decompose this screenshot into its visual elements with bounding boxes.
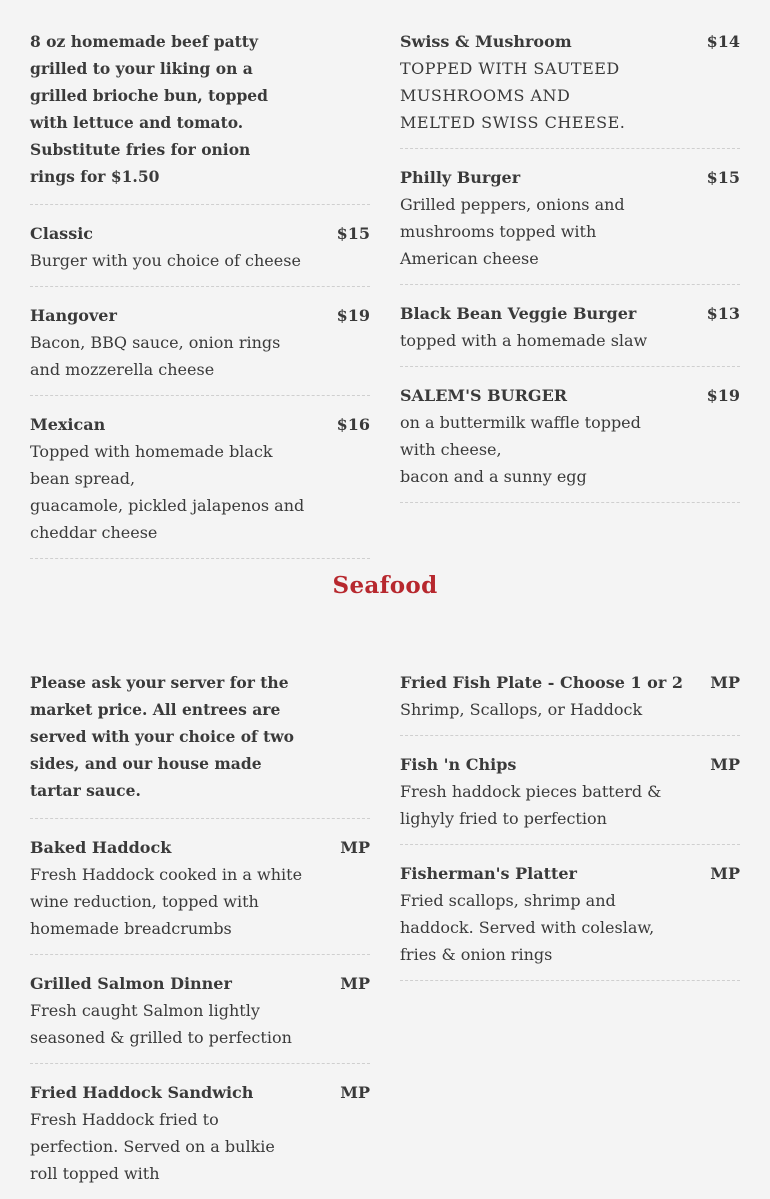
- seafood-left-column: [30, 669, 370, 1199]
- item-price: MP: [710, 673, 740, 692]
- item-price: MP: [710, 864, 740, 883]
- item-price: $15: [706, 168, 740, 187]
- menu-item-fried-haddock-sandwich: [30, 1079, 370, 1199]
- item-description: Fresh caught Salmon lightly seasoned & grilled to perfection: [30, 1001, 292, 1047]
- item-description: Shrimp, Scallops, or Haddock: [400, 700, 643, 719]
- menu-item-philly-burger: [400, 164, 740, 285]
- menu-item-classic: [30, 220, 370, 287]
- menu-item-grilled-salmon-dinner: [30, 970, 370, 1064]
- menu-item-black-bean-veggie-burger: [400, 300, 740, 367]
- item-name: Grilled Salmon Dinner: [30, 974, 232, 993]
- menu-item-fish-n-chips: [400, 751, 740, 845]
- item-price: $19: [706, 386, 740, 405]
- item-name: Black Bean Veggie Burger: [400, 304, 637, 323]
- item-name: Swiss & Mushroom: [400, 32, 572, 51]
- item-price: $14: [706, 32, 740, 51]
- item-description: topped with a homemade slaw: [400, 331, 648, 350]
- item-price: MP: [340, 1083, 370, 1102]
- item-description: Grilled peppers, onions and mushrooms topped with American cheese: [400, 195, 625, 268]
- item-price: $13: [706, 304, 740, 323]
- item-price: $15: [336, 224, 370, 243]
- seafood-right-column: [400, 669, 740, 996]
- item-name: Classic: [30, 224, 94, 243]
- seafood-intro-block: [30, 669, 370, 819]
- item-price: $16: [336, 415, 370, 434]
- item-name: Mexican: [30, 415, 106, 434]
- seafood-intro: Please ask your server for the market price. All entrees are served with your choice of two sides, and our house made tartar sauce.: [30, 673, 294, 800]
- menu-item-mexican: [30, 411, 370, 559]
- item-name: Fried Fish Plate - Choose 1 or 2: [400, 673, 683, 692]
- item-description: Burger with you choice of cheese: [30, 251, 301, 270]
- item-description: Bacon, BBQ sauce, onion rings and mozzerella cheese: [30, 333, 281, 379]
- burgers-right-column: [400, 28, 740, 518]
- burgers-intro: 8 oz homemade beef patty grilled to your liking on a grilled brioche bun, topped with lettuce and tomato. Substitute fries for onion rings for $1.50: [30, 32, 269, 186]
- menu-item-baked-haddock: [30, 834, 370, 955]
- item-name: Fried Haddock Sandwich: [30, 1083, 254, 1102]
- menu-item-swiss-mushroom: [400, 28, 740, 149]
- item-price: MP: [340, 838, 370, 857]
- burgers-left-column: [30, 28, 370, 574]
- item-name: Philly Burger: [400, 168, 521, 187]
- item-price: $19: [336, 306, 370, 325]
- section-title-seafood: Seafood: [332, 572, 438, 599]
- item-description: on a buttermilk waffle topped with cheese, bacon and a sunny egg: [400, 413, 641, 486]
- item-price: MP: [710, 755, 740, 774]
- item-name: Hangover: [30, 306, 117, 325]
- item-description: Topped with homemade black bean spread, guacamole, pickled jalapenos and cheddar cheese: [30, 442, 305, 542]
- item-description: TOPPED WITH SAUTEED MUSHROOMS AND MELTED SWISS CHEESE.: [400, 59, 626, 132]
- menu-item-hangover: [30, 302, 370, 396]
- menu-item-salems-burger: [400, 382, 740, 503]
- item-description: Fresh Haddock fried to perfection. Served on a bulkie roll topped with: [30, 1110, 275, 1183]
- item-price: MP: [340, 974, 370, 993]
- item-description: Fresh haddock pieces batterd & lighyly fried to perfection: [400, 782, 662, 828]
- item-name: Fisherman's Platter: [400, 864, 577, 883]
- menu-item-fishermans-platter: [400, 860, 740, 981]
- item-name: Baked Haddock: [30, 838, 172, 857]
- item-name: SALEM'S BURGER: [400, 386, 568, 405]
- item-description: Fried scallops, shrimp and haddock. Served with coleslaw, fries & onion rings: [400, 891, 655, 964]
- item-name: Fish 'n Chips: [400, 755, 517, 774]
- burgers-intro-block: [30, 28, 370, 205]
- menu-item-fried-fish-plate: [400, 669, 740, 736]
- item-description: Fresh Haddock cooked in a white wine reduction, topped with homemade breadcrumbs: [30, 865, 303, 938]
